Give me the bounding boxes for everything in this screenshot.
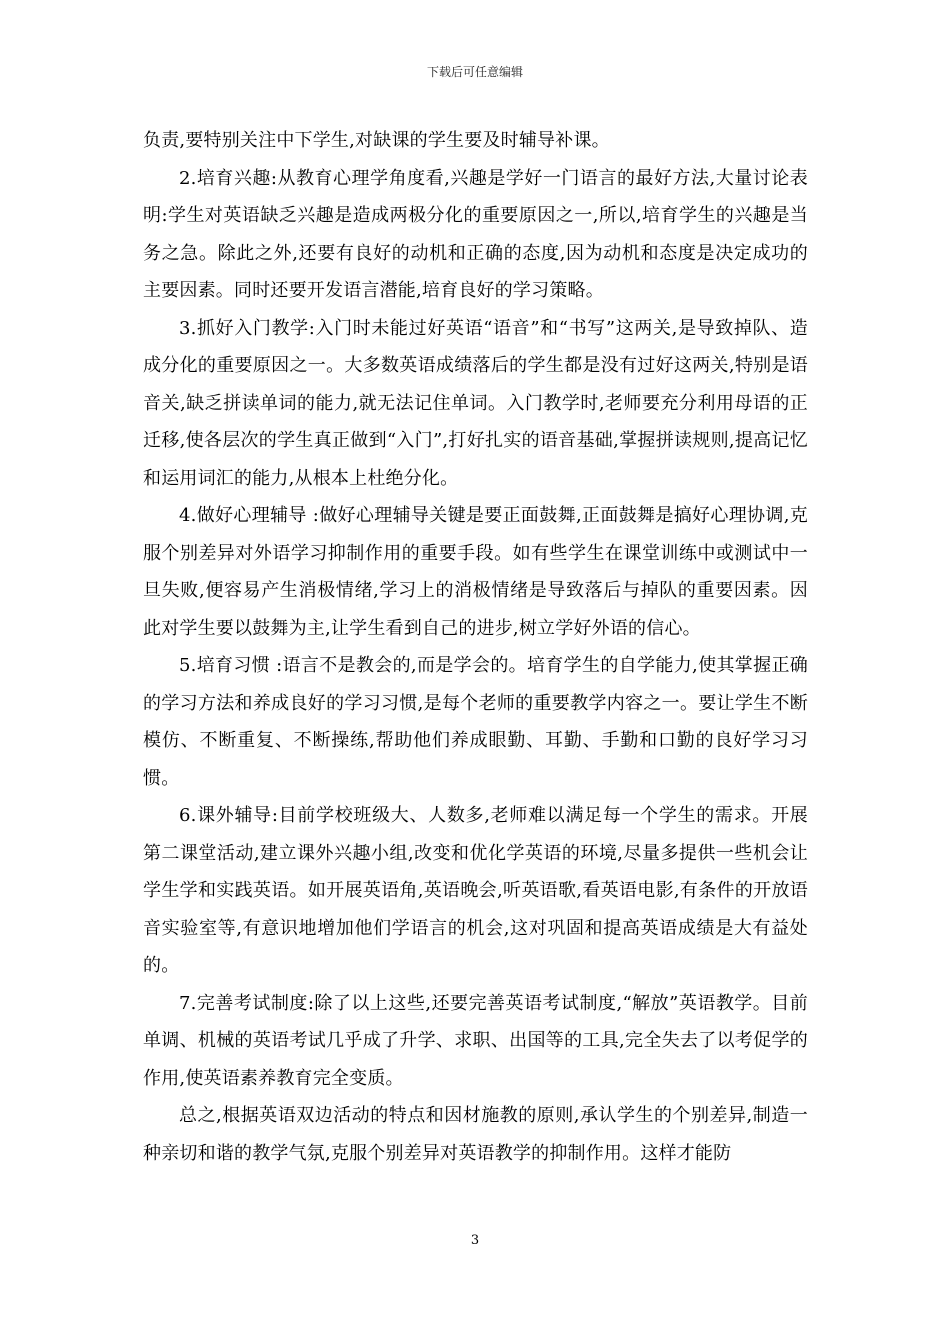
page-number: 3 [470, 1233, 480, 1248]
document-body [143, 122, 808, 1172]
paragraph-item-3: 3.抓好入门教学:入门时未能过好英语“语音”和“书写”这两关,是导致掉队、造成分化的重要原因之一。大多数英语成绩落后的学生都是没有过好这两关,特别是语音关,缺乏拼读单词的能力,就无法记住单词。入门教学时,老师要充分利用母语的正迁移,使各层次的学生真正做到“入门”,打好扎实的语音基础,掌握拼读规则,提高记忆和运用词汇的能力,从根本上杜绝分化。 [143, 317, 808, 489]
paragraph-item-2: 2.培育兴趣:从教育心理学角度看,兴趣是学好一门语言的最好方法,大量讨论表明:学生对英语缺乏兴趣是造成两极分化的重要原因之一,所以,培育学生的兴趣是当务之急。除此之外,还要有良好的动机和正确的态度,因为动机和态度是决定成功的主要因素。同时还要开发语言潜能,培育良好的学习策略。 [143, 167, 809, 301]
paragraph-item-5: 5.培育习惯 :语言不是教会的,而是学会的。培育学生的自学能力,使其掌握正确的学习方法和养成良好的学习习惯,是每个老师的重要教学内容之一。要让学生不断模仿、不断重复、不断操练,帮助他们养成眼勤、耳勤、手勤和口勤的良好学习习惯。 [143, 655, 808, 789]
paragraph-item-6: 6.课外辅导:目前学校班级大、人数多,老师难以满足每一个学生的需求。开展第二课堂活动,建立课外兴趣小组,改变和优化学英语的环境,尽量多提供一些机会让学生学和实践英语。如开展英语角,英语晚会,听英语歌,看英语电影,有条件的开放语音实验室等,有意识地增加他们学语言的机会,这对巩固和提高英语成绩是大有益处的。 [143, 805, 808, 976]
paragraph-item-7: 7.完善考试制度:除了以上这些,还要完善英语考试制度,“解放”英语教学。目前单调、机械的英语考试几乎成了升学、求职、出国等的工具,完全失去了以考促学的作用,使英语素养教育完全变质。 [143, 992, 808, 1089]
paragraph-item-4: 4.做好心理辅导 :做好心理辅导关键是要正面鼓舞,正面鼓舞是搞好心理协调,克服个别差异对外语学习抑制作用的重要手段。如有些学生在课堂训练中或测试中一旦失败,便容易产生消极情绪,学习上的消极情绪是导致落后与掉队的重要因素。因此对学生要以鼓舞为主,让学生看到自己的进步,树立学好外语的信心。 [143, 505, 808, 639]
page-header: 下载后可任意编辑 [426, 65, 523, 79]
paragraph-conclusion: 总之,根据英语双边活动的特点和因材施教的原则,承认学生的个别差异,制造一种亲切和谐的教学气氛,克服个别差异对英语教学的抑制作用。这样才能防 [143, 1105, 808, 1164]
paragraph-continuation: 负责,要特别关注中下学生,对缺课的学生要及时辅导补课。 [143, 130, 610, 151]
